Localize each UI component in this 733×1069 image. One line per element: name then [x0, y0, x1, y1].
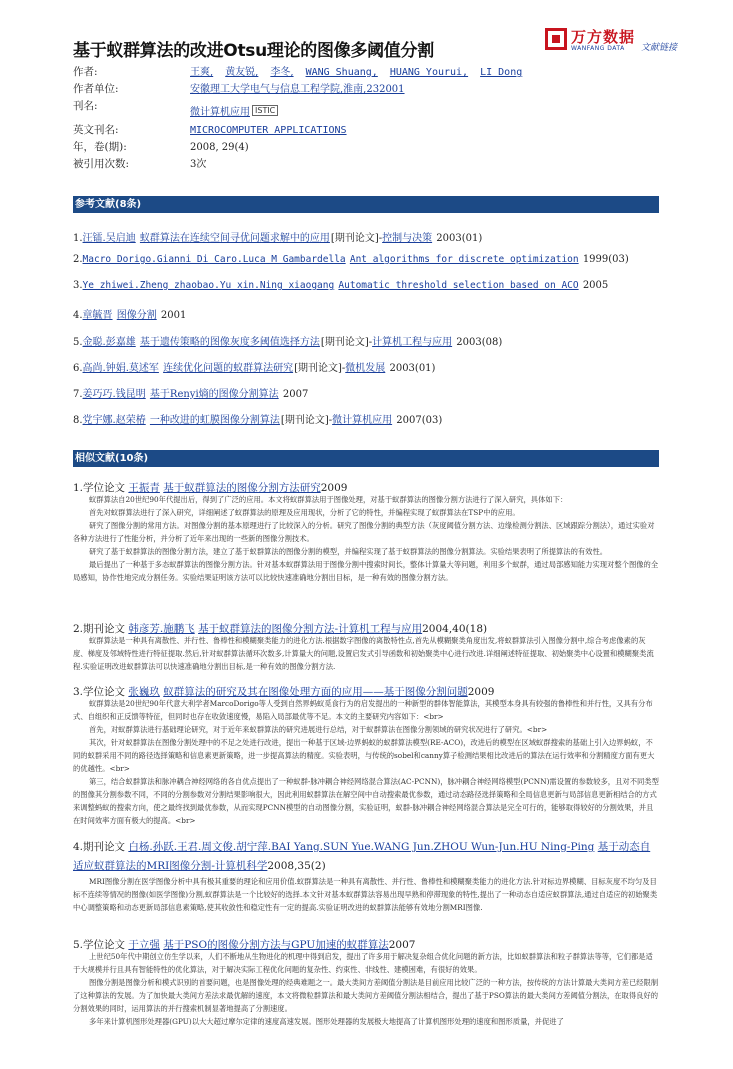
meta-journal-value — [190, 103, 278, 118]
related-year: 2007 — [388, 939, 416, 951]
reference-item — [73, 385, 308, 400]
abstract-paragraph: 首先对蚁群算法进行了深入研究，详细阐述了蚁群算法的原理及应用现状，分析了它的特性，并编程实现了蚁群算法在TSP中的应用。 — [89, 508, 520, 517]
reference-number: 3. — [73, 280, 83, 291]
journal-label: 刊名: — [73, 100, 98, 112]
reference-source-link[interactable]: 控制与决策 — [382, 233, 433, 244]
reference-title-link[interactable]: Ant algorithms for discrete optimization — [349, 254, 579, 265]
reference-item — [73, 359, 435, 374]
reference-authors-link[interactable]: Macro Dorigo.Gianni Di Caro.Luca M Gambardella — [82, 254, 346, 265]
related-abstract — [73, 634, 659, 673]
related-authors-link[interactable]: 韩彦芳.施鹏飞 — [128, 623, 195, 635]
journal-link[interactable]: 微计算机应用 — [190, 107, 250, 118]
logo-tag-text: 文献链接 — [641, 43, 678, 53]
related-number: 2. — [73, 623, 84, 635]
reference-year: 2003(01) — [389, 363, 436, 374]
unit-label: 作者单位: — [73, 83, 119, 95]
istic-badge: ISTIC — [252, 105, 278, 116]
reference-item — [73, 254, 629, 265]
author-link[interactable]: 李冬, — [270, 67, 294, 78]
related-kind: 学位论文 — [83, 686, 126, 698]
unit-link[interactable]: 安徽理工大学电气与信息工程学院,淮南,232001 — [190, 84, 405, 95]
abstract-paragraph: 研究了图像分割的常用方法。对图像分割的基本原理进行了比较深入的分析。研究了图像分割的典型方法（灰度阈值分割方法、边缘检测分割法、区域跟踪分割法），通过实验对各种方法进行了性能分析，并分析了近年来出现的一些新的图像分割技术。 — [73, 521, 655, 543]
reference-item — [73, 333, 502, 348]
related-title-link[interactable]: 基于动态自适应蚁群算法的MRI图像分割 — [73, 841, 651, 872]
en-journal-link[interactable]: MICROCOMPUTER APPLICATIONS — [190, 125, 347, 136]
author-link[interactable]: LI Dong — [480, 67, 523, 78]
reference-year: 2001 — [160, 310, 187, 321]
year-value: 2008, 29(4) — [190, 142, 249, 153]
reference-year: 2007 — [282, 389, 309, 400]
related-number: 3. — [73, 686, 84, 698]
references-heading: 参考文献(8条) — [73, 196, 659, 213]
reference-year: 1999(03) — [582, 254, 629, 265]
author-link[interactable]: HUANG Yourui, — [389, 67, 469, 78]
reference-number: 5. — [73, 337, 83, 348]
logo-en-text: WANFANG DATA — [571, 45, 625, 52]
meta-en-journal — [73, 122, 347, 137]
reference-title-link[interactable]: 连续优化问题的蚁群算法研究 — [163, 363, 294, 374]
reference-year: 2003(01) — [436, 233, 483, 244]
abstract-paragraph: 图像分割是图像分析和模式识别的首要问题，也是图像处理的经典难题之一。最大类间方差阈值分割法是目前应用比较广泛的一种方法，按传统的方法计算最大类间方差已经限制了这种算法的发展。为了加快最大类间方差法求最优解的速度，本文将微粒群算法和最大类间方差阈值分割法相结合，提出了基于PSO算法的最大类间方差阈值分割法，在取得良好的分割效果的同时，运用算法的并行搜索机制显著地提高了分割速度。 — [73, 978, 659, 1013]
related-authors-link[interactable]: 白杨.孙跃.王君.周文俊.胡宁萍.BAI Yang.SUN Yue.WANG Jun.ZHOU Wun-Jun.HU Ning-Ping — [128, 841, 595, 853]
related-item-heading — [73, 838, 659, 876]
reference-authors-link[interactable]: 章毓晋 — [82, 310, 113, 321]
en-journal-label: 英文刊名: — [73, 124, 119, 136]
related-authors-link[interactable]: 张巍玖 — [128, 686, 160, 698]
reference-authors-link[interactable]: 金聪.彭嘉雄 — [82, 337, 136, 348]
related-title-link[interactable]: 蚁群算法的研究及其在图像处理方面的应用——基于图像分割问题 — [163, 686, 468, 698]
reference-title-link[interactable]: 基于遗传策略的图像灰度多阈值选择方法 — [139, 337, 320, 348]
related-abstract — [73, 875, 659, 914]
cited-label: 被引用次数: — [73, 158, 130, 170]
reference-title-link[interactable]: 蚁群算法在连续空间寻优问题求解中的应用 — [139, 233, 330, 244]
related-year: 2008,35(2) — [267, 860, 326, 872]
abstract-paragraph: 最后提出了一种基于多态蚁群算法的图像分割方法。针对基本蚁群算法用于图像分割中搜索时间长，整体计算量大等问题，利用多个蚁群，通过局部感知能力实现对整个图像的全局感知，协作性地完成分割任务。实验结果证明该方法可以比较快速准确地分割出目标，是一种有效的图像分割方法。 — [73, 560, 659, 582]
reference-type: [期刊论文]- — [280, 415, 333, 426]
reference-title-link[interactable]: Automatic threshold selection based on ACO — [338, 280, 579, 291]
page-title: 基于蚁群算法的改进Otsu理论的图像多阈值分割 — [73, 41, 434, 61]
abstract-paragraph: 蚁群算法是一种具有离散性、并行性、鲁棒性和模糊聚类能力的进化方法.根据数字图像的离散特性点,首先从模糊聚类角度出发,将蚁群算法引入图像分割中,综合考虑像素的灰度、梯度及邻域特性进行特征提取.然后,针对蚁群算法循环次数多,计算量大的问题,设置启发式引导函数和初始聚类中心进行改进.详细阐述特征提取、初始聚类中心设置和模糊聚类流程.实验证明改进蚁群算法可以快速准确地分割出目标,是一种有效的图像分割方法. — [73, 636, 654, 671]
meta-journal — [73, 98, 190, 113]
related-year: 2009 — [467, 686, 495, 698]
author-link[interactable]: WANG Shuang, — [305, 67, 378, 78]
abstract-paragraph: 第三，结合蚁群算法和脉冲耦合神经网络的各自优点提出了一种蚁群-脉冲耦合神经网络混合算法(AC-PCNN)，脉冲耦合神经网络模型(PCNN)需设置的参数较多，且对不同类型的图像其分割参数不同，不同的分割参数对分割结果影响很大，因此利用蚁群算法在解空间中自动搜索最优参数，通过动态路径选择策略和全局信息更新与局部信息更新相结合的方式来调整蚂蚁的搜索方向，使之最终找到最优参数，从而实现PCNN模型的自动图像分割，实验证明，蚁群-脉冲耦合神经网络混合算法是完全可行的，能够取得较好的分割效果，并且在时间效率方面有极大的提高。<br> — [73, 777, 659, 825]
reference-item — [73, 280, 608, 291]
reference-type: [期刊论文]- — [320, 337, 373, 348]
reference-authors-link[interactable]: Ye zhiwei.Zheng zhaobao.Yu xin.Ning xiaogang — [82, 280, 335, 291]
related-number: 1. — [73, 482, 84, 494]
meta-cited — [73, 155, 206, 171]
year-label: 年，卷(期): — [73, 141, 127, 153]
meta-authors — [73, 63, 534, 79]
related-title-link[interactable]: 基于蚁群算法的图像分割方法 — [198, 623, 335, 635]
related-title-link[interactable]: 基于PSO的图像分割方法与GPU加速的蚁群算法 — [163, 939, 389, 951]
reference-authors-link[interactable]: 党宇娜.赵荣椿 — [82, 415, 146, 426]
reference-year: 2007(03) — [396, 415, 443, 426]
wanfang-logo-icon — [545, 28, 567, 50]
abstract-paragraph: 研究了基于蚁群算法的图像分割方法，建立了基于蚁群算法的图像分割的模型，并编程实现了基于蚁群算法的图像分割算法。实验结果表明了所提算法的有效性。 — [89, 547, 608, 556]
reference-source-link[interactable]: 计算机工程与应用 — [372, 337, 453, 348]
meta-year — [73, 139, 249, 154]
related-authors-link[interactable]: 于立强 — [128, 939, 160, 951]
related-kind: 期刊论文 — [83, 623, 126, 635]
reference-type: [期刊论文]- — [330, 233, 383, 244]
cited-value: 3次 — [190, 159, 207, 170]
author-label: 作者: — [73, 66, 98, 78]
reference-title-link[interactable]: 基于Renyi熵的图像分割算法 — [149, 389, 279, 400]
reference-authors-link[interactable]: 高尚.钟娟.莫述军 — [82, 363, 159, 374]
author-link[interactable]: 王爽, — [190, 67, 214, 78]
logo-cn-text: 万方数据 — [571, 28, 636, 46]
related-title-link[interactable]: 基于蚁群算法的图像分割方法研究 — [163, 482, 321, 494]
reference-item — [73, 411, 442, 426]
reference-type: [期刊论文]- — [294, 363, 346, 374]
related-abstract — [73, 493, 659, 584]
wanfang-logo[interactable] — [545, 26, 685, 56]
related-number: 5. — [73, 939, 84, 951]
related-kind: 学位论文 — [83, 482, 126, 494]
related-kind: 期刊论文 — [83, 841, 126, 853]
reference-source-link[interactable]: 微计算机应用 — [332, 415, 393, 426]
meta-unit — [73, 80, 405, 96]
related-year: 2004,40(18) — [422, 623, 488, 635]
author-link[interactable]: 黄友锐, — [225, 67, 259, 78]
related-abstract — [73, 697, 659, 827]
reference-authors-link[interactable]: 姜巧巧.钱昆明 — [82, 389, 146, 400]
reference-number: 7. — [73, 389, 83, 400]
related-kind: 学位论文 — [83, 939, 126, 951]
related-abstract — [73, 950, 659, 1028]
reference-number: 6. — [73, 363, 83, 374]
reference-number: 1. — [73, 233, 83, 244]
reference-number: 4. — [73, 310, 83, 321]
related-year: 2009 — [320, 482, 348, 494]
related-authors-link[interactable]: 王振青 — [128, 482, 160, 494]
related-heading: 相似文献(10条) — [73, 450, 659, 467]
abstract-paragraph: 蚁群算法是20世纪90年代意大利学者MarcoDorigo等人受到自然界蚂蚁觅食行为的启发提出的一种新型的群体智能算法，其模型本身具有较强的鲁棒性和并行性，又具有分布式、自组织和正反馈等特征，但同时也存在收敛速度慢，易陷入局部最优等不足。本文的主要研究内容如下：<br> — [73, 699, 653, 721]
reference-number: 8. — [73, 415, 83, 426]
reference-authors-link[interactable]: 汪镭.吴启迪 — [82, 233, 136, 244]
reference-title-link[interactable]: 一种改进的虹膜图像分割算法 — [149, 415, 280, 426]
abstract-paragraph: 首先，对蚁群算法进行基础理论研究，对于近年来蚁群算法的研究进展进行总结，对于蚁群算法在图像分割领域的研究状况进行了研究。<br> — [89, 725, 548, 734]
reference-title-link[interactable]: 图像分割 — [116, 310, 157, 321]
related-number: 4. — [73, 841, 84, 853]
abstract-paragraph: 蚁群算法自20世纪90年代提出后，得到了广泛的应用。本文将蚁群算法用于图像处理，对基于蚁群算法的图像分割方法进行了深入研究，具体如下： — [89, 495, 568, 504]
related-source-link[interactable]: -计算机工程与应用 — [334, 623, 423, 635]
reference-item — [73, 229, 482, 244]
author-list — [190, 66, 534, 78]
related-source-link[interactable]: -计算机科学 — [211, 860, 268, 872]
reference-item — [73, 306, 186, 321]
reference-number: 2. — [73, 254, 83, 265]
abstract-paragraph: 多年来计算机图形处理器(GPU)以大大超过摩尔定律的速度高速发展。图形处理器的发展极大地提高了计算机图形处理的速度和图形质量，并促进了 — [89, 1017, 564, 1026]
reference-source-link[interactable]: 微机发展 — [345, 363, 386, 374]
reference-year: 2003(08) — [456, 337, 503, 348]
abstract-paragraph: 上世纪50年代中期创立仿生学以来，人们不断地从生物进化的机理中得到启发，提出了许多用于解决复杂组合优化问题的新方法，比如蚁群算法和粒子群算法等等，它们都是适于大规模并行且具有智能特性的优化算法，对于解决实际工程优化问题的复杂性、约束性、非线性、建模困难，有很好的效果。 — [73, 952, 653, 974]
reference-year: 2005 — [582, 280, 609, 291]
abstract-paragraph: 其次，针对蚁群算法在图像分割处理中的不足之处进行改进，提出一种基于区域-边界蚂蚁的蚁群算法模型(RE-ACO)，改进后的模型在区域蚁群搜索的基础上引入边界蚂蚁，不同的蚁群采用不同的路径选择策略和信息素更新策略，进一步提高算法的精度。实验表明，与传统的sobel和canny算子检测结果相比改进后的算法在运行效率和分割精度方面有更大的优越性。<br> — [73, 738, 655, 773]
abstract-paragraph: MRI图像分割在医学图像分析中具有极其重要的理论和应用价值.蚁群算法是一种具有离散性、并行性、鲁棒性和模糊聚类能力的进化方法.针对标边界模糊、目标灰度不均匀及目标不连续等情况的图像(如医学图像)分割,蚁群算法是一个比较好的选择.本文针对基本蚁群算法容易出现早熟和停滞现象的特性,提出了一种动态自适应蚁群算法,通过自适应的初始聚类中心调整策略和动态更新局部信息素策略,使其收敛性和稳定性有一定的提高.实验证明改进的蚁群算法能够有效地分割MRI图像. — [73, 877, 658, 912]
